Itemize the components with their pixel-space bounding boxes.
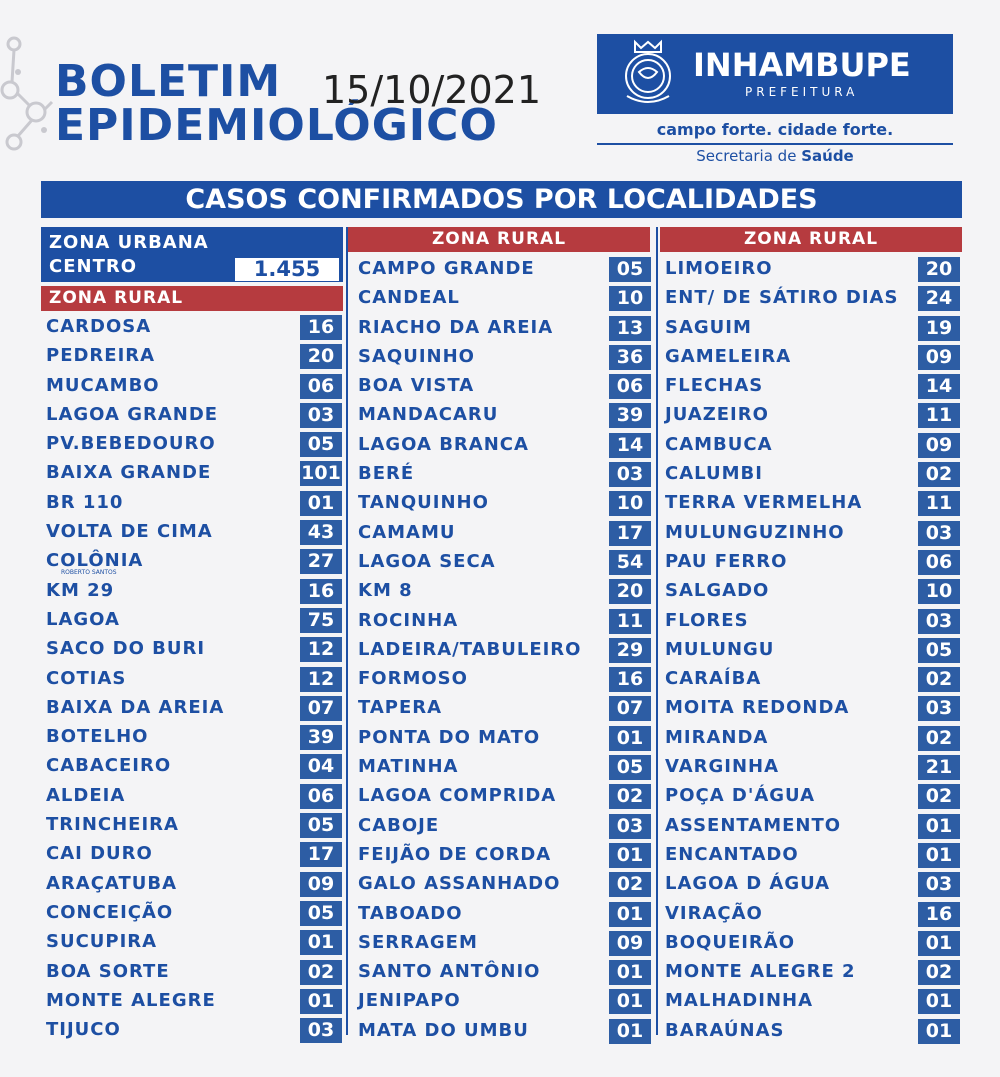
secretaria-text: Secretaria de bbox=[696, 147, 797, 165]
locality-name: LAGOA D ÁGUA bbox=[665, 873, 831, 895]
case-count: 03 bbox=[609, 462, 651, 487]
list-item bbox=[41, 752, 343, 781]
locality-name: MALHADINHA bbox=[665, 990, 814, 1012]
case-count: 10 bbox=[609, 286, 651, 311]
report-date: 15/10/2021 bbox=[322, 68, 542, 112]
case-count: 01 bbox=[609, 960, 651, 985]
locality-name: ARAÇATUBA bbox=[46, 872, 178, 894]
locality-name: ENCANTADO bbox=[665, 843, 799, 865]
list-item bbox=[41, 577, 343, 606]
list-item bbox=[41, 1016, 343, 1045]
case-count: 02 bbox=[918, 784, 960, 809]
list-item bbox=[353, 841, 651, 870]
list-item bbox=[660, 958, 962, 987]
case-count: 24 bbox=[918, 286, 960, 311]
list-item bbox=[41, 635, 343, 664]
case-count: 09 bbox=[918, 433, 960, 458]
title-boletim: BOLETIM bbox=[55, 56, 282, 107]
case-count: 14 bbox=[918, 374, 960, 399]
list-item bbox=[660, 284, 962, 313]
list-item bbox=[353, 870, 651, 899]
locality-name: MANDACARU bbox=[358, 404, 499, 426]
case-count: 03 bbox=[300, 403, 342, 428]
list-item bbox=[660, 1017, 962, 1046]
locality-name: PAU FERRO bbox=[665, 550, 788, 572]
case-count: 09 bbox=[918, 345, 960, 370]
locality-name: TAPERA bbox=[358, 697, 443, 719]
case-count: 05 bbox=[300, 432, 342, 457]
list-item bbox=[41, 870, 343, 899]
locality-name: CONCEIÇÃO bbox=[46, 901, 174, 923]
col2-divider bbox=[346, 227, 348, 1035]
list-item bbox=[353, 929, 651, 958]
list-item bbox=[353, 372, 651, 401]
list-item bbox=[41, 518, 343, 547]
locality-name: CAMBUCA bbox=[665, 433, 773, 455]
list-item bbox=[353, 812, 651, 841]
col2-header bbox=[348, 227, 650, 252]
list-item bbox=[353, 401, 651, 430]
list-item bbox=[660, 314, 962, 343]
locality-name: TIJUCO bbox=[46, 1019, 121, 1041]
list-item bbox=[660, 753, 962, 782]
locality-name: SUCUPIRA bbox=[46, 931, 158, 953]
col3-header bbox=[660, 227, 962, 252]
case-count: 01 bbox=[918, 931, 960, 956]
list-item bbox=[41, 547, 343, 576]
locality-name: ALDEIA bbox=[46, 784, 126, 806]
list-item bbox=[353, 284, 651, 313]
locality-name: SERRAGEM bbox=[358, 931, 478, 953]
list-item bbox=[41, 313, 343, 342]
locality-name: LAGOA bbox=[46, 608, 120, 630]
list-item bbox=[353, 753, 651, 782]
case-count: 16 bbox=[300, 315, 342, 340]
locality-name: LAGOA SECA bbox=[358, 550, 496, 572]
locality-name: ROCINHA bbox=[358, 609, 459, 631]
case-count: 01 bbox=[609, 843, 651, 868]
list-item bbox=[353, 460, 651, 489]
case-count: 17 bbox=[609, 521, 651, 546]
locality-name: CALUMBI bbox=[665, 463, 763, 485]
title-epidemiologico: EPIDEMIOLÓGICO bbox=[55, 100, 498, 151]
locality-name: MONTE ALEGRE 2 bbox=[665, 961, 856, 983]
locality-name: ASSENTAMENTO bbox=[665, 814, 842, 836]
locality-name: LADEIRA/TABULEIRO bbox=[358, 638, 582, 660]
list-item bbox=[353, 665, 651, 694]
locality-name: JUAZEIRO bbox=[665, 404, 769, 426]
case-count: 11 bbox=[918, 491, 960, 516]
case-count: 14 bbox=[609, 433, 651, 458]
locality-name: CAMAMU bbox=[358, 521, 456, 543]
locality-name: PEDREIRA bbox=[46, 345, 156, 367]
locality-name: TERRA VERMELHA bbox=[665, 492, 863, 514]
logo-subtitle: PREFEITURA bbox=[745, 85, 859, 99]
case-count: 01 bbox=[918, 1019, 960, 1044]
case-count: 05 bbox=[918, 638, 960, 663]
list-item bbox=[353, 987, 651, 1016]
list-item bbox=[660, 401, 962, 430]
locality-name: TRINCHEIRA bbox=[46, 814, 179, 836]
case-count: 01 bbox=[609, 1019, 651, 1044]
list-item bbox=[660, 372, 962, 401]
centro-value: 1.455 bbox=[235, 258, 339, 281]
locality-name: BAIXA GRANDE bbox=[46, 462, 212, 484]
case-count: 04 bbox=[300, 754, 342, 779]
coat-of-arms-icon bbox=[611, 38, 685, 110]
list-item bbox=[660, 724, 962, 753]
case-count: 13 bbox=[609, 316, 651, 341]
prefeitura-logo bbox=[597, 34, 953, 114]
locality-name: VIRAÇÃO bbox=[665, 902, 763, 924]
locality-name: FLECHAS bbox=[665, 375, 764, 397]
case-count: 16 bbox=[609, 667, 651, 692]
secretaria-bold: Saúde bbox=[801, 147, 854, 165]
list-item bbox=[660, 607, 962, 636]
list-item bbox=[41, 459, 343, 488]
locality-name: FLORES bbox=[665, 609, 749, 631]
locality-name: CAI DURO bbox=[46, 843, 153, 865]
list-item bbox=[41, 372, 343, 401]
list-item bbox=[353, 577, 651, 606]
case-count: 01 bbox=[300, 491, 342, 516]
secretaria-label bbox=[597, 147, 953, 165]
list-item bbox=[660, 665, 962, 694]
case-count: 05 bbox=[609, 755, 651, 780]
locality-name: MATA DO UMBU bbox=[358, 1019, 529, 1041]
case-count: 09 bbox=[300, 872, 342, 897]
case-count: 01 bbox=[300, 930, 342, 955]
locality-name: BR 110 bbox=[46, 491, 124, 513]
list-item bbox=[41, 723, 343, 752]
case-count: 06 bbox=[300, 374, 342, 399]
case-count: 05 bbox=[609, 257, 651, 282]
locality-name: LAGOA BRANCA bbox=[358, 433, 529, 455]
list-item bbox=[660, 782, 962, 811]
case-count: 02 bbox=[918, 960, 960, 985]
case-count: 27 bbox=[300, 549, 342, 574]
case-count: 01 bbox=[300, 989, 342, 1014]
locality-name: JENIPAPO bbox=[358, 990, 461, 1012]
case-count: 54 bbox=[609, 550, 651, 575]
case-count: 01 bbox=[918, 989, 960, 1014]
centro-label: CENTRO bbox=[49, 256, 138, 277]
logo-name: INHAMBUPE bbox=[693, 46, 911, 84]
case-count: 11 bbox=[918, 403, 960, 428]
locality-name: MULUNGUZINHO bbox=[665, 521, 845, 543]
list-item bbox=[660, 255, 962, 284]
list-item bbox=[353, 724, 651, 753]
list-item bbox=[41, 811, 343, 840]
locality-name: BOQUEIRÃO bbox=[665, 931, 796, 953]
list-item bbox=[660, 636, 962, 665]
case-count: 06 bbox=[300, 784, 342, 809]
locality-name: PV.BEBEDOURO bbox=[46, 433, 216, 455]
case-count: 06 bbox=[609, 374, 651, 399]
list-item bbox=[660, 812, 962, 841]
list-item bbox=[353, 958, 651, 987]
case-count: 39 bbox=[609, 403, 651, 428]
list-item bbox=[660, 548, 962, 577]
case-count: 03 bbox=[609, 814, 651, 839]
case-count: 01 bbox=[609, 902, 651, 927]
locality-name: MATINHA bbox=[358, 756, 459, 778]
list-item bbox=[41, 899, 343, 928]
locality-name: SAGUIM bbox=[665, 316, 752, 338]
case-count: 03 bbox=[918, 609, 960, 634]
case-count: 01 bbox=[918, 843, 960, 868]
list-item bbox=[353, 548, 651, 577]
locality-name: CANDEAL bbox=[358, 287, 460, 309]
list-item bbox=[660, 987, 962, 1016]
locality-name: CAMPO GRANDE bbox=[358, 258, 535, 279]
locality-name: MOITA REDONDA bbox=[665, 697, 850, 719]
locality-name: BOTELHO bbox=[46, 726, 149, 748]
case-count: 20 bbox=[609, 579, 651, 604]
list-item bbox=[660, 694, 962, 723]
case-count: 03 bbox=[300, 1018, 342, 1043]
case-count: 12 bbox=[300, 637, 342, 662]
case-count: 02 bbox=[609, 784, 651, 809]
slogan: campo forte. cidade forte. bbox=[656, 120, 894, 139]
case-count: 02 bbox=[609, 872, 651, 897]
locality-name: BOA SORTE bbox=[46, 960, 170, 982]
locality-name: CABACEIRO bbox=[46, 755, 172, 777]
list-item bbox=[41, 958, 343, 987]
case-count: 10 bbox=[918, 579, 960, 604]
case-count: 12 bbox=[300, 667, 342, 692]
locality-name: BARAÚNAS bbox=[665, 1019, 785, 1041]
case-count: 01 bbox=[918, 814, 960, 839]
col3-header-text: ZONA RURAL bbox=[743, 229, 879, 249]
case-count: 11 bbox=[609, 609, 651, 634]
locality-name: COLÔNIA bbox=[46, 550, 144, 572]
virus-icon bbox=[0, 30, 55, 160]
case-count: 01 bbox=[609, 726, 651, 751]
locality-name: CARAÍBA bbox=[665, 668, 762, 690]
locality-name: GAMELEIRA bbox=[665, 345, 792, 367]
list-item bbox=[353, 519, 651, 548]
list-item bbox=[353, 489, 651, 518]
locality-name: FEIJÃO DE CORDA bbox=[358, 843, 552, 865]
case-count: 21 bbox=[918, 755, 960, 780]
list-item bbox=[353, 782, 651, 811]
list-item bbox=[41, 840, 343, 869]
locality-name: ENT/ DE SÁTIRO DIAS bbox=[665, 287, 899, 309]
list-item bbox=[660, 460, 962, 489]
case-count: 16 bbox=[300, 579, 342, 604]
case-count: 09 bbox=[609, 931, 651, 956]
case-count: 03 bbox=[918, 521, 960, 546]
case-count: 20 bbox=[918, 257, 960, 282]
case-count: 29 bbox=[609, 638, 651, 663]
locality-name: CARDOSA bbox=[46, 316, 152, 337]
locality-name: BOA VISTA bbox=[358, 375, 475, 397]
locality-name: LAGOA GRANDE bbox=[46, 403, 219, 425]
col1-header-text: ZONA RURAL bbox=[49, 288, 184, 308]
list-item bbox=[41, 430, 343, 459]
list-item bbox=[353, 636, 651, 665]
locality-name: SALGADO bbox=[665, 580, 770, 602]
col3-list bbox=[660, 255, 962, 1046]
list-item bbox=[353, 314, 651, 343]
case-count: 75 bbox=[300, 608, 342, 633]
case-count: 03 bbox=[918, 872, 960, 897]
case-count: 10 bbox=[609, 491, 651, 516]
case-count: 02 bbox=[918, 462, 960, 487]
list-item bbox=[41, 401, 343, 430]
case-count: 02 bbox=[918, 667, 960, 692]
list-item bbox=[353, 607, 651, 636]
list-item bbox=[41, 987, 343, 1016]
list-item bbox=[41, 489, 343, 518]
list-item bbox=[41, 694, 343, 723]
case-count: 02 bbox=[918, 726, 960, 751]
case-count: 02 bbox=[300, 960, 342, 985]
locality-name: RIACHO DA AREIA bbox=[358, 316, 554, 338]
list-item bbox=[660, 519, 962, 548]
locality-name: KM 8 bbox=[358, 580, 413, 602]
case-count: 17 bbox=[300, 842, 342, 867]
list-item bbox=[41, 606, 343, 635]
locality-name: SANTO ANTÔNIO bbox=[358, 961, 541, 983]
list-item bbox=[353, 431, 651, 460]
list-item bbox=[353, 694, 651, 723]
list-item bbox=[660, 431, 962, 460]
locality-name: POÇA D'ÁGUA bbox=[665, 785, 816, 807]
case-count: 05 bbox=[300, 813, 342, 838]
case-count: 01 bbox=[609, 989, 651, 1014]
list-item bbox=[660, 489, 962, 518]
locality-name: BAIXA DA AREIA bbox=[46, 696, 225, 718]
locality-name: PONTA DO MATO bbox=[358, 726, 541, 748]
locality-name: VARGINHA bbox=[665, 756, 780, 778]
case-count: 39 bbox=[300, 725, 342, 750]
locality-name: GALO ASSANHADO bbox=[358, 873, 561, 895]
col1-list bbox=[41, 313, 343, 1045]
locality-name: TANQUINHO bbox=[358, 492, 489, 514]
zona-urbana-box bbox=[41, 227, 343, 282]
list-item bbox=[660, 900, 962, 929]
case-count: 16 bbox=[918, 902, 960, 927]
locality-name: TABOADO bbox=[358, 902, 463, 924]
locality-name: CABOJE bbox=[358, 814, 440, 836]
locality-name: BERÉ bbox=[358, 463, 415, 485]
locality-name: KM 29 bbox=[46, 579, 115, 601]
list-item bbox=[41, 342, 343, 371]
list-item bbox=[660, 577, 962, 606]
list-item bbox=[41, 928, 343, 957]
list-item bbox=[41, 665, 343, 694]
main-title: CASOS CONFIRMADOS POR LOCALIDADES bbox=[41, 181, 962, 218]
locality-name: SACO DO BURI bbox=[46, 638, 206, 660]
list-item bbox=[660, 929, 962, 958]
list-item bbox=[660, 870, 962, 899]
locality-note: ROBERTO SANTOS bbox=[61, 569, 117, 577]
case-count: 06 bbox=[918, 550, 960, 575]
case-count: 36 bbox=[609, 345, 651, 370]
list-item bbox=[353, 900, 651, 929]
list-item bbox=[660, 343, 962, 372]
case-count: 05 bbox=[300, 901, 342, 926]
case-count: 19 bbox=[918, 316, 960, 341]
locality-name: MULUNGU bbox=[665, 638, 775, 660]
list-item bbox=[41, 782, 343, 811]
list-item bbox=[353, 343, 651, 372]
list-item bbox=[353, 1017, 651, 1046]
list-item bbox=[353, 255, 651, 284]
locality-name: MIRANDA bbox=[665, 726, 769, 748]
locality-name: FORMOSO bbox=[358, 668, 468, 690]
case-count: 07 bbox=[609, 696, 651, 721]
locality-name: MUCAMBO bbox=[46, 374, 160, 396]
col2-header-text: ZONA RURAL bbox=[431, 229, 567, 249]
slogan-divider bbox=[597, 143, 953, 145]
zona-urbana-label: ZONA URBANA bbox=[49, 232, 209, 253]
case-count: 20 bbox=[300, 344, 342, 369]
case-count: 03 bbox=[918, 696, 960, 721]
list-item bbox=[660, 841, 962, 870]
locality-name: VOLTA DE CIMA bbox=[46, 521, 213, 543]
locality-name: COTIAS bbox=[46, 667, 127, 689]
case-count: 07 bbox=[300, 696, 342, 721]
locality-name: SAQUINHO bbox=[358, 345, 475, 367]
case-count: 43 bbox=[300, 520, 342, 545]
col1-header bbox=[41, 286, 343, 311]
locality-name: MONTE ALEGRE bbox=[46, 989, 216, 1011]
locality-name: LIMOEIRO bbox=[665, 258, 773, 279]
case-count: 101 bbox=[301, 462, 341, 485]
col3-divider bbox=[656, 227, 658, 1035]
locality-name: LAGOA COMPRIDA bbox=[358, 785, 557, 807]
col2-list bbox=[353, 255, 651, 1046]
